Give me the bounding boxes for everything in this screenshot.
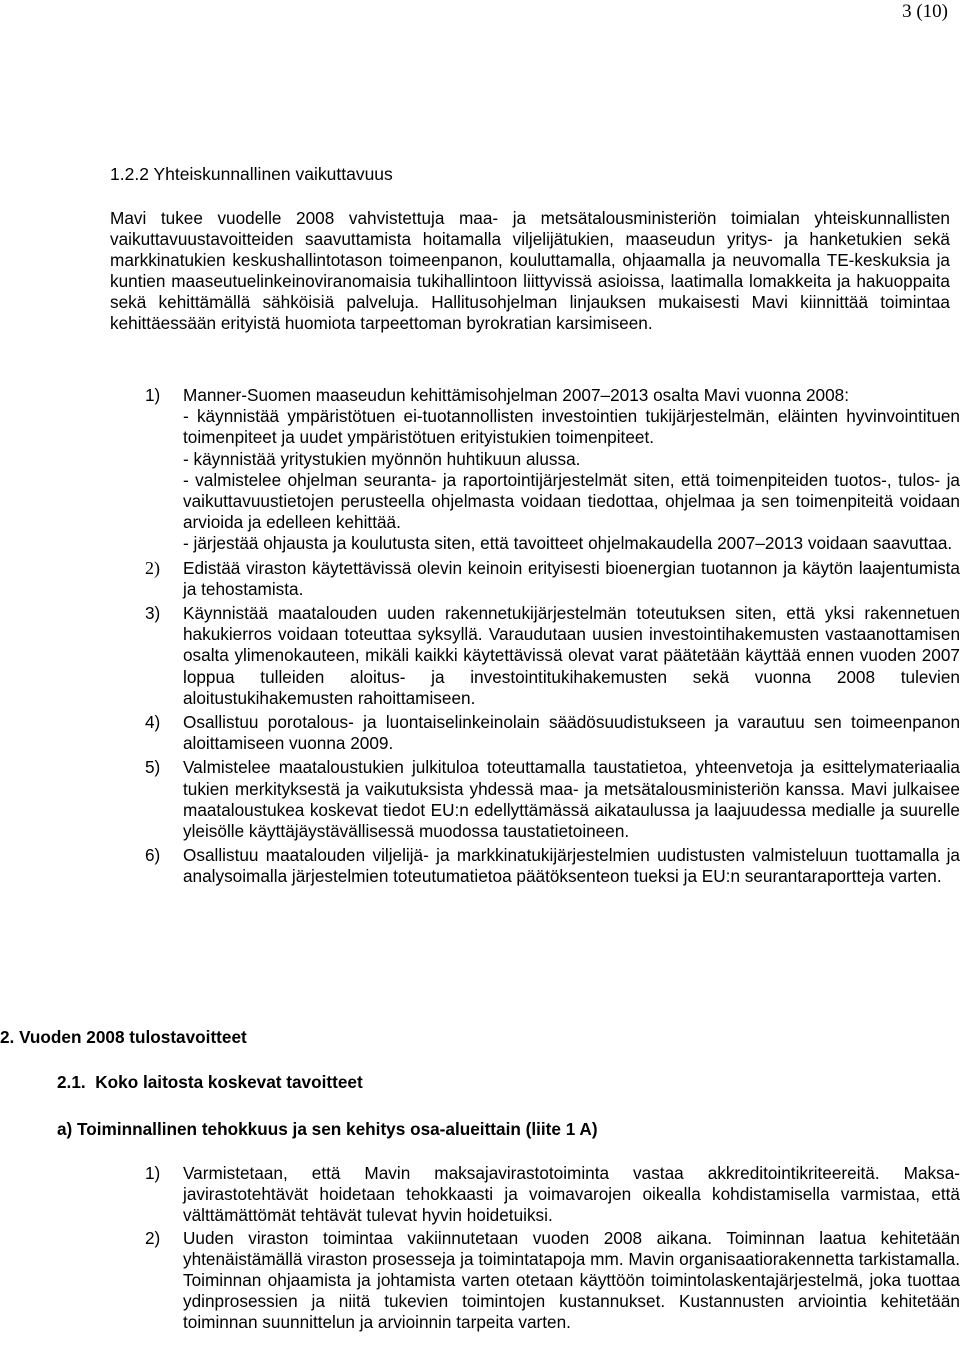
intro-paragraph [110, 208, 950, 334]
list-item [145, 712, 960, 754]
list-item-number: 4) [145, 712, 161, 733]
list-item [145, 1163, 960, 1227]
list-item-line: - käynnistää ympäristötuen ei-tuotannollisten investointien tukijärjestelmän, eläinten hyvinvointituen toimenpiteet ja uudet ympäristötuen erityistukien toimenpiteet. [183, 406, 960, 448]
list-item-number: 3) [145, 603, 161, 624]
list-item-text: Käynnistää maatalouden uuden rakennetukijärjestelmän toteutuksen siten, että yksi rakennetuen hakukierros voidaan toteuttaa syksyllä. Varaudutaan uusien investointihakemusten vastaanottamisen osalta ylimenokauteen, mikäli kaikki käytettävissä olevat varat päätetään käyttää ennen vuoden 2007 loppua tulleiden aloitus- ja investointitukihakemusten sekä vuonna 2008 tulevien aloitustukihakemusten rahoittamiseen. [183, 603, 960, 708]
list-item [145, 558, 960, 600]
list-item-number: 2) [145, 557, 160, 578]
list-item-text: Varmistetaan, että Mavin maksajavirastotoiminta vastaa akkreditointikriteereitä. Maksajavirastotehtävät hoidetaan tehokkaasti ja voimavarojen oikealla kohdistamisella varmistaa, että välttämättömät tehtävät tulevat hyvin hoidetuiksi. [183, 1163, 960, 1226]
goals-list-a [145, 1163, 960, 1334]
list-item-text: Uuden viraston toimintaa vakiinnutetaan vuoden 2008 aikana. Toiminnan laatua kehitetään yhtenäistämällä viraston prosesseja ja toimintatapoja mm. Mavin organisaatiorakennetta tarkistamalla. Toiminnan ohjaamista ja johtamista varten otetaan käyttöön toimintolaskentajärjestelmä, joka tuottaa ydinprosessien ja niitä tukevien toimintojen kustannukset. Kustannusten arviointia kehitetään toiminnan suunnittelun ja arvioinnin tarpeita varten. [183, 1227, 960, 1333]
list-item-line: - käynnistää yritystukien myönnön huhtikuun alussa. [183, 448, 581, 469]
list-item [145, 385, 960, 555]
list-item [145, 603, 960, 709]
list-item-number: 2) [145, 1227, 161, 1248]
list-item-number: 6) [145, 845, 161, 866]
section-heading-a: a) Toiminnallinen tehokkuus ja sen kehitys osa-alueittain (liite 1 A) [57, 1119, 598, 1139]
goals-list-1-2-2 [145, 385, 960, 888]
list-item-line: Manner-Suomen maaseudun kehittämisohjelman 2007–2013 osalta Mavi vuonna 2008: [183, 385, 849, 405]
section-heading-2-1: 2.1. Koko laitosta koskevat tavoitteet [57, 1072, 363, 1092]
list-item-text: Valmistelee maataloustukien julkituloa toteuttamalla taustatietoa, yhteenvetoja ja esittelymateriaalia tukien merkityksestä ja vaikutuksista yhdessä maa- ja metsätalousministeriön kanssa. Mavi julkaisee maataloustukea koskevat tiedot EU:n edellyttämässä aikataulussa ja laajuudessa medialle ja suurelle yleisölle käyttäjäystävällisessä muodossa taustatietoineen. [183, 757, 960, 842]
list-item-number: 1) [145, 1163, 161, 1183]
list-item-text: Edistää viraston käytettävissä olevin keinoin erityisesti bioenergian tuotannon ja käytön laajentumista ja tehostamista. [183, 557, 960, 599]
intro-paragraph-part1: Mavi tukee vuodelle 2008 vahvistettuja maa- ja metsätalousministeriön toimialan yhteiskunnallisten vaikuttavuustavoitteiden saavuttamista hoitamalla viljelijätukien, maaseudun yritys- ja hanketukien sekä markkinatukien keskushallintotason toimeenpanon, kouluttamalla, ohjaamalla ja neuvomalla TE-keskuksia ja kuntien maaseutuelinkeinoviranomaisia tukihallintoon liittyvissä asioissa, laatimalla lomakkeita ja hakuoppaita sekä kehittämällä sähköisiä palveluja. [110, 208, 950, 312]
list-item-line: - valmistelee ohjelman seuranta- ja raportointijärjestelmät siten, että toimenpiteiden tuotos-, tulos- ja vaikuttavuustietojen perusteella ohjelmasta voidaan tiedottaa, ohjelmaa ja sen toimenpiteitä voidaan arvioida ja edelleen kehittää. [183, 469, 960, 533]
list-item-text: Osallistuu maatalouden viljelijä- ja markkinatukijärjestelmien uudistusten valmisteluun tuottamalla ja analysoimalla järjestelmien toteutumatietoa päätöksenteon tueksi ja EU:n seurantaraportteja varten. [183, 845, 960, 887]
list-item-line: - järjestää ohjausta ja koulutusta siten, että tavoitteet ohjelmakaudella 2007–2013 voidaan saavuttaa. [183, 533, 953, 554]
list-item-text: Osallistuu porotalous- ja luontaiselinkeinolain säädösuudistukseen ja varautuu sen toimeenpanon aloittamiseen vuonna 2009. [183, 712, 960, 754]
section-heading-2: 2. Vuoden 2008 tulostavoitteet [0, 1027, 247, 1047]
intro-paragraph-part2: Hallitusohjelman linjauksen mukaisesti Mavi kiinnittää toimintaa kehittäessään erityistä huomiota tarpeettoman byrokratian karsimiseen. [110, 292, 950, 333]
list-item-number: 1) [145, 385, 161, 405]
section-heading-1-2-2: 1.2.2 Yhteiskunnallinen vaikuttavuus [110, 164, 393, 184]
list-item [145, 1228, 960, 1334]
list-item [145, 757, 960, 842]
list-item-number: 5) [145, 757, 161, 778]
list-item [145, 845, 960, 887]
page-number: 3 (10) [902, 1, 948, 22]
